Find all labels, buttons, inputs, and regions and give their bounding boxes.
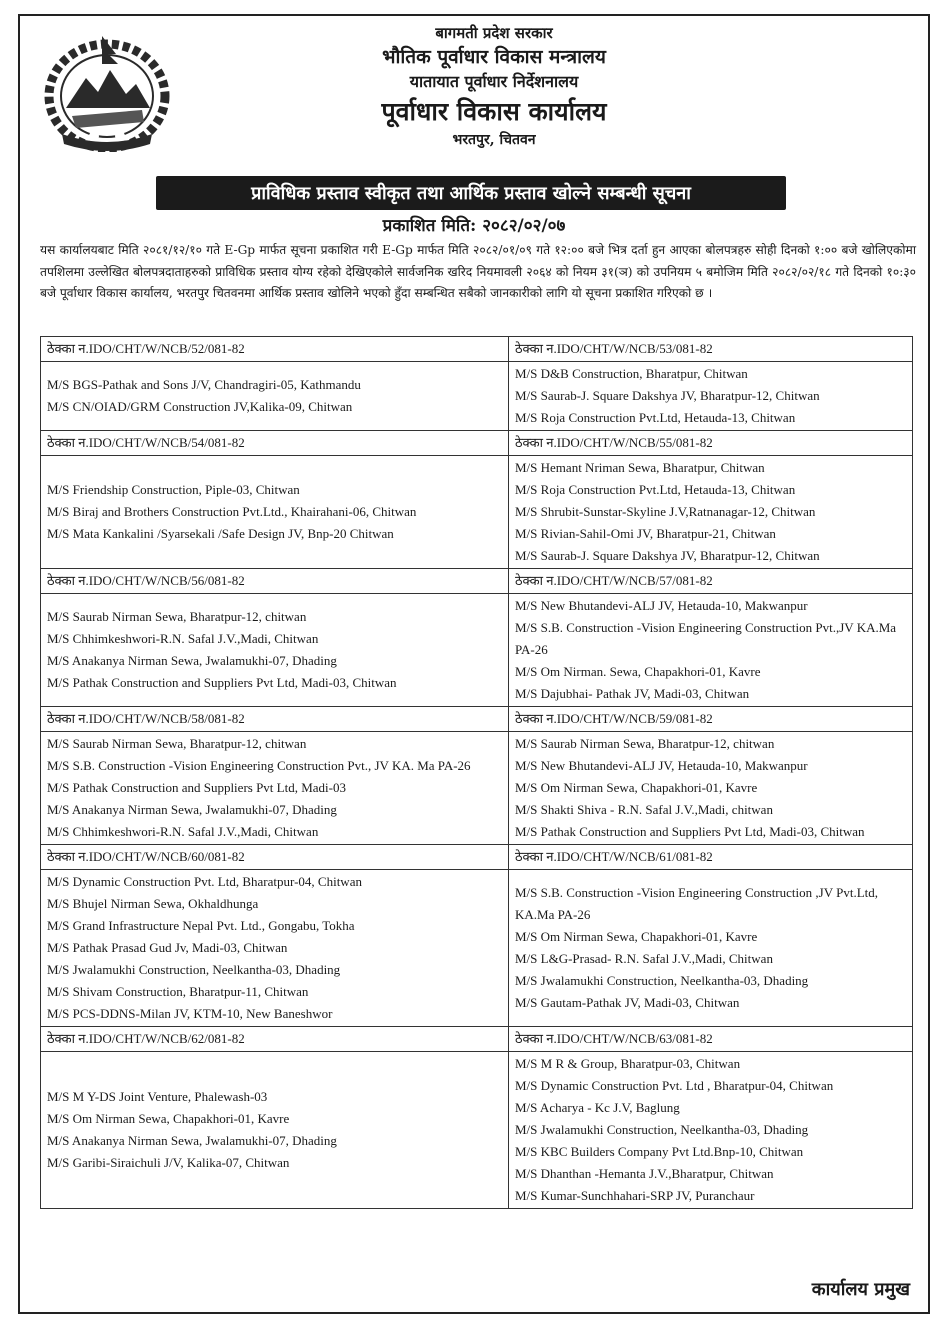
bidder-name: M/S Pathak Construction and Suppliers Pvt Ltd, Madi-03, Chitwan (515, 824, 865, 839)
bidder-name: M/S Kumar-Sunchhahari-SRP JV, Puranchaur (515, 1188, 755, 1203)
bidder-name: M/S Anakanya Nirman Sewa, Jwalamukhi-07, Dhading (47, 653, 337, 668)
bidder-name: M/S Shrubit-Sunstar-Skyline J.V,Ratnanagar-12, Chitwan (515, 504, 816, 519)
bidder-name: M/S M Y-DS Joint Venture, Phalewash-03 (47, 1089, 268, 1104)
office-location: भरतपुर, चितवन (452, 132, 536, 148)
contract-number: ठेक्का न.IDO/CHT/W/NCB/60/081-82 (41, 845, 509, 870)
contract-number: ठेक्का न.IDO/CHT/W/NCB/59/081-82 (509, 707, 913, 732)
bidder-name: M/S Roja Construction Pvt.Ltd, Hetauda-13, Chitwan (515, 482, 796, 497)
bidder-name: M/S Om Nirman. Sewa, Chapakhori-01, Kavre (515, 664, 761, 679)
bidder-name: M/S PCS-DDNS-Milan JV, KTM-10, New Baneshwor (47, 1006, 333, 1021)
tender-label-row (41, 1027, 913, 1052)
tender-table (40, 336, 913, 1209)
bidder-name: M/S Shivam Construction, Bharatpur-11, Chitwan (47, 984, 309, 999)
bidder-name: M/S Mata Kankalini /Syarsekali /Safe Design JV, Bnp-20 Chitwan (47, 526, 394, 541)
bidder-list (509, 870, 913, 1027)
contract-number: ठेक्का न.IDO/CHT/W/NCB/61/081-82 (509, 845, 913, 870)
contract-number: ठेक्का न.IDO/CHT/W/NCB/52/081-82 (41, 337, 509, 362)
contract-number: ठेक्का न.IDO/CHT/W/NCB/56/081-82 (41, 569, 509, 594)
contract-number: ठेक्का न.IDO/CHT/W/NCB/54/081-82 (41, 431, 509, 456)
header (170, 22, 818, 150)
bidder-name: M/S Anakanya Nirman Sewa, Jwalamukhi-07, Dhading (47, 802, 337, 817)
bidder-name: M/S D&B Construction, Bharatpur, Chitwan (515, 366, 748, 381)
bidder-name: M/S M R & Group, Bharatpur-03, Chitwan (515, 1056, 741, 1071)
bidder-name: M/S New Bhutandevi-ALJ JV, Hetauda-10, Makwanpur (515, 758, 808, 773)
bidder-name: M/S Friendship Construction, Piple-03, Chitwan (47, 482, 300, 497)
bidder-name: M/S Pathak Construction and Suppliers Pvt Ltd, Madi-03 (47, 780, 346, 795)
bidder-name: M/S KBC Builders Company Pvt Ltd.Bnp-10, Chitwan (515, 1144, 804, 1159)
bidder-name: M/S Jwalamukhi Construction, Neelkantha-03, Dhading (47, 962, 341, 977)
tender-label-row (41, 431, 913, 456)
bidder-name: M/S Gautam-Pathak JV, Madi-03, Chitwan (515, 995, 740, 1010)
contract-number: ठेक्का न.IDO/CHT/W/NCB/53/081-82 (509, 337, 913, 362)
tender-label-row (41, 707, 913, 732)
contract-number: ठेक्का न.IDO/CHT/W/NCB/58/081-82 (41, 707, 509, 732)
bidder-name: M/S Roja Construction Pvt.Ltd, Hetauda-13, Chitwan (515, 410, 796, 425)
bidder-name: M/S Pathak Construction and Suppliers Pvt Ltd, Madi-03, Chitwan (47, 675, 397, 690)
bidder-name: M/S Biraj and Brothers Construction Pvt.Ltd., Khairahani-06, Chitwan (47, 504, 417, 519)
tender-firms-row (41, 456, 913, 569)
bidder-name: M/S Om Nirman Sewa, Chapakhori-01, Kavre (515, 929, 758, 944)
contract-number: ठेक्का न.IDO/CHT/W/NCB/57/081-82 (509, 569, 913, 594)
bidder-name: M/S S.B. Construction -Vision Engineering Construction ,JV Pvt.Ltd, KA.Ma PA-26 (515, 885, 878, 922)
bidder-name: M/S Dynamic Construction Pvt. Ltd, Bharatpur-04, Chitwan (47, 874, 362, 889)
notice-title-banner: प्राविधिक प्रस्ताव स्वीकृत तथा आर्थिक प्रस्ताव खोल्ने सम्बन्धी सूचना (156, 176, 786, 210)
bidder-name: M/S Anakanya Nirman Sewa, Jwalamukhi-07, Dhading (47, 1133, 337, 1148)
bidder-name: M/S Saurab-J. Square Dakshya JV, Bharatpur-12, Chitwan (515, 548, 820, 563)
nepal-govt-emblem-icon (42, 30, 172, 152)
published-date: प्रकाशित मिति: २०८२/०२/०७ (382, 216, 566, 236)
bidder-name: M/S Saurab Nirman Sewa, Bharatpur-12, chitwan (47, 609, 307, 624)
notice-body: यस कार्यालयबाट मिति २०८१/१२/१० गते E-Gp मार्फत सूचना प्रकाशित गरी E-Gp मार्फत मिति २०८२/०१/०९ गते १२:०० बजे भित्र दर्ता हुन आएका बोलपत्रहरु सोही दिनको १:०० बजे खोलिएकोमा तपशिलमा उल्लेखित बोलपत्रदाताहरुको प्राविधिक प्रस्ताव योग्य रहेको देखिएकोले सार्वजनिक खरिद नियमावली २०६४ को नियम ३१(ञ) को उपनियम ५ बमोजिम मिति २०८२/०२/१८ गते दिनको १०:३० बजे पूर्वाधार विकास कार्यालय, भरतपुर चितवनमा आर्थिक प्रस्ताव खोलिने भएको हुँदा सम्बन्धित सबैको जानकारीको लागि यो सूचना प्रकाशित गरिएको छ । (40, 243, 916, 300)
bidder-name: M/S Jwalamukhi Construction, Neelkantha-03, Dhading (515, 1122, 809, 1137)
bidder-name: M/S Dynamic Construction Pvt. Ltd , Bharatpur-04, Chitwan (515, 1078, 834, 1093)
bidder-name: M/S L&G-Prasad- R.N. Safal J.V.,Madi, Chitwan (515, 951, 773, 966)
bidder-list (41, 732, 509, 845)
bidder-name: M/S Acharya - Kc J.V, Baglung (515, 1100, 680, 1115)
bidder-name: M/S S.B. Construction -Vision Engineering Construction Pvt., JV KA. Ma PA-26 (47, 758, 471, 773)
tender-firms-row (41, 732, 913, 845)
bidder-name: M/S Rivian-Sahil-Omi JV, Bharatpur-21, Chitwan (515, 526, 776, 541)
notice-page (18, 14, 930, 1314)
bidder-name: M/S CN/OIAD/GRM Construction JV,Kalika-09, Chitwan (47, 399, 353, 414)
tender-firms-row (41, 870, 913, 1027)
bidder-name: M/S S.B. Construction -Vision Engineering Construction Pvt.,JV KA.Ma PA-26 (515, 620, 897, 657)
signature-office-chief: कार्यालय प्रमुख (811, 1279, 910, 1300)
bidder-name: M/S Hemant Nriman Sewa, Bharatpur, Chitwan (515, 460, 765, 475)
bidder-name: M/S Dajubhai- Pathak JV, Madi-03, Chitwan (515, 686, 750, 701)
tender-firms-row (41, 1052, 913, 1209)
contract-number: ठेक्का न.IDO/CHT/W/NCB/63/081-82 (509, 1027, 913, 1052)
bidder-name: M/S Pathak Prasad Gud Jv, Madi-03, Chitwan (47, 940, 288, 955)
bidder-name: M/S Om Nirman Sewa, Chapakhori-01, Kavre (47, 1111, 290, 1126)
bidder-list (509, 732, 913, 845)
bidder-list (509, 1052, 913, 1209)
office-name: पूर्वाधार विकास कार्यालय (381, 97, 607, 126)
contract-number: ठेक्का न.IDO/CHT/W/NCB/62/081-82 (41, 1027, 509, 1052)
contract-number: ठेक्का न.IDO/CHT/W/NCB/55/081-82 (509, 431, 913, 456)
bidder-name: M/S Chhimkeshwori-R.N. Safal J.V.,Madi, Chitwan (47, 631, 319, 646)
bidder-name: M/S Dhanthan -Hemanta J.V.,Bharatpur, Chitwan (515, 1166, 774, 1181)
bidder-name: M/S Garibi-Siraichuli J/V, Kalika-07, Chitwan (47, 1155, 290, 1170)
tender-firms-row (41, 594, 913, 707)
bidder-list (509, 594, 913, 707)
bidder-list (41, 594, 509, 707)
bidder-list (41, 870, 509, 1027)
ministry-name: भौतिक पूर्वाधार विकास मन्त्रालय (382, 46, 606, 68)
bidder-name: M/S Jwalamukhi Construction, Neelkantha-03, Dhading (515, 973, 809, 988)
bidder-name: M/S Saurab Nirman Sewa, Bharatpur-12, chitwan (515, 736, 775, 751)
bidder-name: M/S New Bhutandevi-ALJ JV, Hetauda-10, Makwanpur (515, 598, 808, 613)
bidder-name: M/S Grand Infrastructure Nepal Pvt. Ltd., Gongabu, Tokha (47, 918, 355, 933)
bidder-name: M/S Bhujel Nirman Sewa, Okhaldhunga (47, 896, 259, 911)
bidder-name: M/S Saurab Nirman Sewa, Bharatpur-12, chitwan (47, 736, 307, 751)
bidder-list (41, 362, 509, 431)
bidder-name: M/S Shakti Shiva - R.N. Safal J.V.,Madi, chitwan (515, 802, 773, 817)
tender-firms-row (41, 362, 913, 431)
bidder-name: M/S Saurab-J. Square Dakshya JV, Bharatpur-12, Chitwan (515, 388, 820, 403)
bidder-list (509, 362, 913, 431)
bidder-list (41, 1052, 509, 1209)
bidder-list (41, 456, 509, 569)
bidder-name: M/S Chhimkeshwori-R.N. Safal J.V.,Madi, Chitwan (47, 824, 319, 839)
tender-label-row (41, 845, 913, 870)
province-government: बागमती प्रदेश सरकार (435, 24, 553, 42)
bidder-name: M/S Om Nirman Sewa, Chapakhori-01, Kavre (515, 780, 758, 795)
bidder-name: M/S BGS-Pathak and Sons J/V, Chandragiri-05, Kathmandu (47, 377, 361, 392)
tender-label-row (41, 569, 913, 594)
tender-label-row (41, 337, 913, 362)
directorate-name: यातायात पूर्वाधार निर्देशनालय (409, 72, 579, 91)
bidder-list (509, 456, 913, 569)
